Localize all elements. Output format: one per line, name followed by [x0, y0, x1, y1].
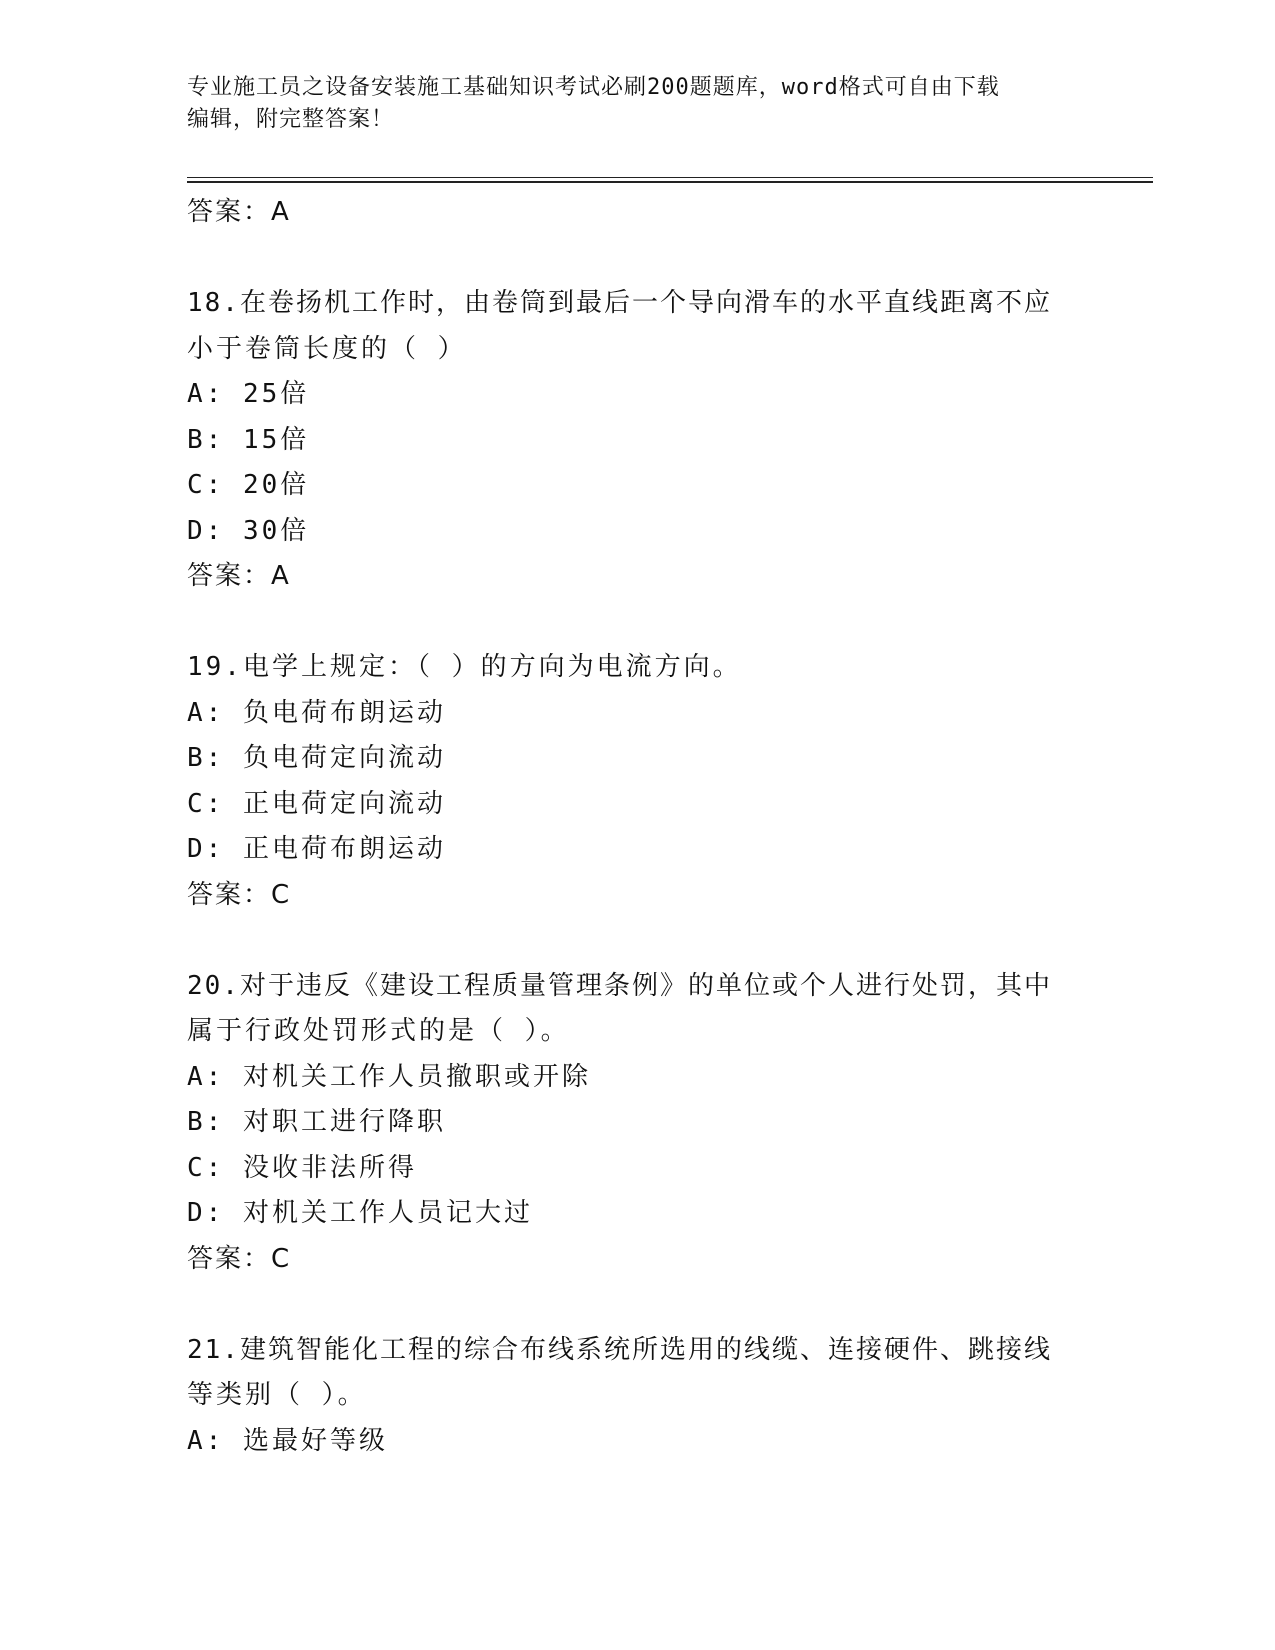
question-18 — [187, 281, 1087, 600]
option-c: C: 没收非法所得 — [187, 1152, 417, 1183]
option-a: A: 选最好等级 — [187, 1425, 388, 1456]
header-line-1: 专业施工员之设备安装施工基础知识考试必刷200题题库，word格式可自由下载 — [187, 75, 1000, 100]
question-text: 等类别（ ）。 — [187, 1380, 367, 1410]
option-b: B: 负电荷定向流动 — [187, 743, 446, 773]
question-list — [187, 190, 1087, 1464]
option-d: D: 30倍 — [187, 515, 310, 546]
option-c: C: 正电荷定向流动 — [187, 788, 446, 819]
question-text: 属于行政处罚形式的是（ ）。 — [187, 1016, 570, 1046]
question-text: 19.电学上规定：（ ）的方向为电流方向。 — [187, 652, 742, 682]
option-a: A: 负电荷布朗运动 — [187, 697, 446, 728]
option-c: C: 20倍 — [187, 470, 310, 500]
option-d: D: 对机关工作人员记大过 — [187, 1198, 533, 1228]
header-divider — [187, 177, 1153, 178]
question-text: 20.对于违反《建设工程质量管理条例》的单位或个人进行处罚，其中 — [187, 970, 1052, 1001]
question-19 — [187, 645, 1087, 918]
option-a: A: 对机关工作人员撤职或开除 — [187, 1061, 591, 1092]
option-b: B: 15倍 — [187, 424, 310, 455]
header-divider-thick — [187, 181, 1153, 183]
previous-answer: 答案：A — [187, 197, 291, 227]
answer: 答案：C — [187, 1243, 292, 1274]
answer: 答案：A — [187, 561, 291, 591]
question-text: 18.在卷扬机工作时，由卷筒到最后一个导向滑车的水平直线距离不应 — [187, 288, 1052, 318]
answer: 答案：C — [187, 879, 292, 910]
option-d: D: 正电荷布朗运动 — [187, 834, 446, 864]
question-text: 小于卷筒长度的（ ） — [187, 333, 467, 364]
question-20 — [187, 964, 1087, 1283]
option-a: A: 25倍 — [187, 379, 310, 409]
header-line-2: 编辑，附完整答案！ — [187, 107, 395, 132]
question-text: 21.建筑智能化工程的综合布线系统所选用的线缆、连接硬件、跳接线 — [187, 1334, 1052, 1365]
document-header — [187, 72, 1067, 136]
question-21 — [187, 1328, 1087, 1465]
option-b: B: 对职工进行降职 — [187, 1107, 446, 1137]
